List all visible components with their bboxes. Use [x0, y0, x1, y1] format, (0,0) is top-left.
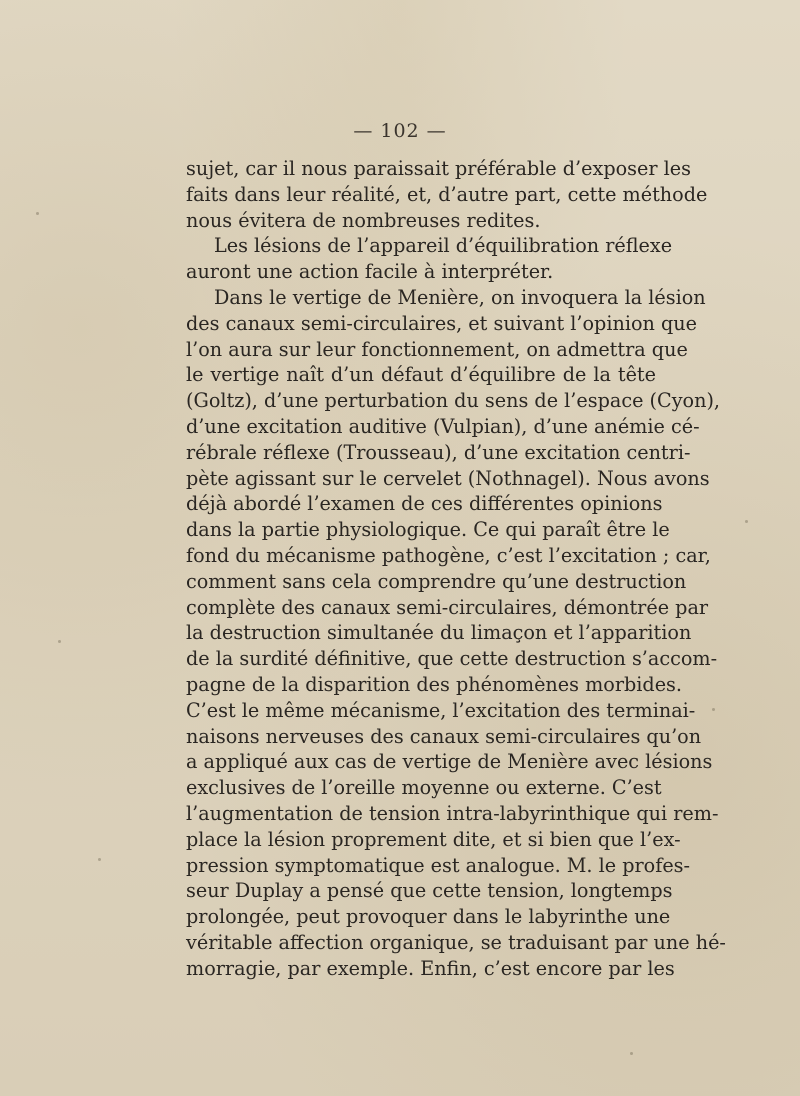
text-line: C’est le même mécanisme, l’excitation des terminai- [186, 698, 696, 722]
text-line: (Goltz), d’une perturbation du sens de l’espace (Cyon), [186, 389, 721, 413]
text-line: l’augmentation de tension intra-labyrinthique qui rem- [186, 801, 719, 825]
text-line: a appliqué aux cas de vertige de Menière avec lésions [186, 750, 713, 774]
paper-speck [745, 520, 748, 523]
paper-speck [712, 708, 715, 711]
text-line: exclusives de l’oreille moyenne ou externe. C’est [186, 776, 662, 800]
text-line: déjà abordé l’examen de ces différentes opinions [186, 492, 663, 516]
text-line: des canaux semi-circulaires, et suivant l’opinion que [186, 311, 697, 335]
text-line: fond du mécanisme pathogène, c’est l’excitation ; car, [186, 543, 711, 567]
text-line: comment sans cela comprendre qu’une destruction [186, 569, 687, 593]
text-line: l’on aura sur leur fonctionnement, on admettra que [186, 337, 688, 361]
text-line: la destruction simultanée du limaçon et l’apparition [186, 621, 692, 645]
text-line: faits dans leur réalité, et, d’autre part, cette méthode [186, 182, 708, 206]
text-line: pagne de la disparition des phénomènes morbides. [186, 672, 682, 696]
text-line: véritable affection organique, se traduisant par une hé- [186, 930, 726, 954]
page-number: — 102 — [353, 120, 447, 142]
text-line: d’une excitation auditive (Vulpian), d’une anémie cé- [186, 414, 700, 438]
text-line: seur Duplay a pensé que cette tension, longtemps [186, 879, 673, 903]
paper-speck [36, 212, 39, 215]
text-line: pète agissant sur le cervelet (Nothnagel). Nous avons [186, 466, 710, 490]
text-line: de la surdité définitive, que cette destruction s’accom- [186, 647, 718, 671]
paragraph-first-line: Les lésions de l’appareil d’équilibration réflexe [214, 234, 673, 258]
text-line: prolongée, peut provoquer dans le labyrinthe une [186, 905, 671, 929]
text-line: pression symptomatique est analogue. M. le profes- [186, 853, 691, 877]
text-line: complète des canaux semi-circulaires, démontrée par [186, 595, 709, 619]
text-line: dans la partie physiologique. Ce qui paraît être le [186, 518, 670, 542]
paragraph-first-line: Dans le vertige de Menière, on invoquera la lésion [214, 285, 706, 309]
text-line: rébrale réflexe (Trousseau), d’une excitation centri- [186, 440, 691, 464]
text-line: le vertige naît d’un défaut d’équilibre de la tête [186, 363, 656, 387]
paper-speck [98, 858, 101, 861]
text-line: naisons nerveuses des canaux semi-circulaires qu’on [186, 724, 702, 748]
body-text [186, 156, 726, 982]
paper-speck [630, 1052, 633, 1055]
text-line: morragie, par exemple. Enfin, c’est encore par les [186, 956, 675, 980]
text-line: auront une action facile à interpréter. [186, 260, 554, 284]
text-line: sujet, car il nous paraissait préférable d’exposer les [186, 157, 691, 180]
text-line: place la lésion proprement dite, et si bien que l’ex- [186, 827, 681, 851]
paper-speck [58, 640, 61, 643]
text-line: nous évitera de nombreuses redites. [186, 208, 541, 232]
